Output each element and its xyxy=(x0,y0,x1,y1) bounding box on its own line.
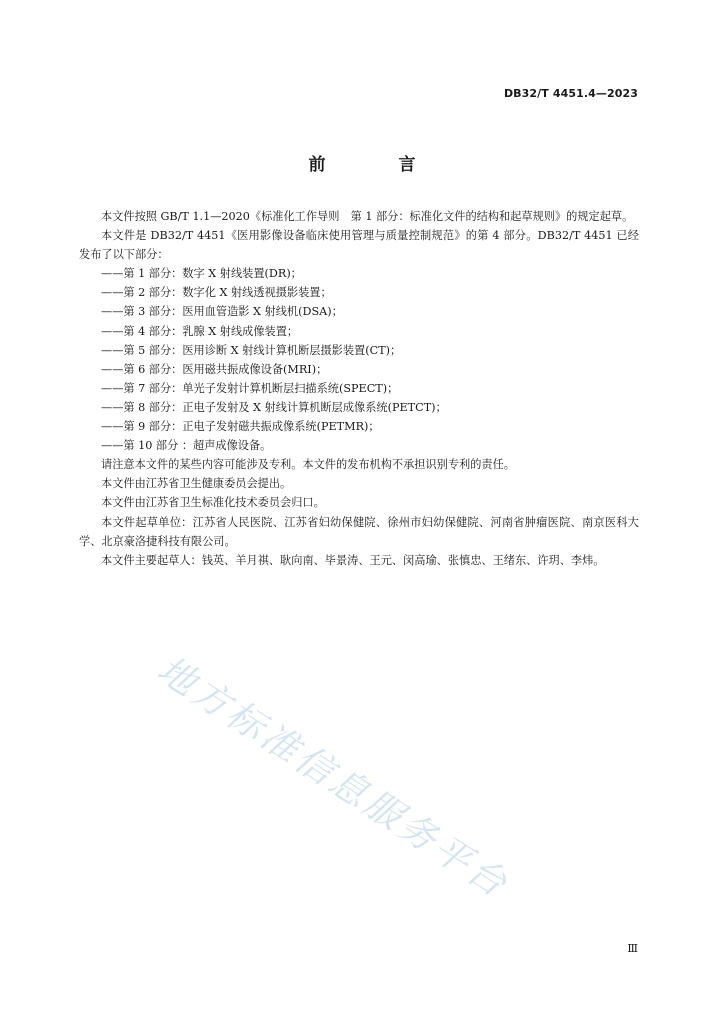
page-title: 前 言 xyxy=(308,155,444,175)
list-item: ——第 5 部分：医用诊断 X 射线计算机断层摄影装置(CT)； xyxy=(101,343,402,357)
foreword-body xyxy=(79,207,639,570)
managed-by-statement: 本文件由江苏省卫生标准化技术委员会归口。 xyxy=(101,496,325,510)
list-item: ——第 4 部分：乳腺 X 射线成像装置； xyxy=(101,324,299,338)
page-number: Ⅲ xyxy=(627,942,638,955)
drafting-rules-paragraph: 本文件按照 GB/T 1.1—2020《标准化工作导则 第 1 部分：标准化文件的结构和起草规则》的规定起草。 xyxy=(101,210,634,223)
drafting-units-statement: 本文件起草单位：江苏省人民医院、江苏省妇幼保健院、徐州市妇幼保健院、河南省肿瘤医院、南京医科大学、北京豪洛捷科技有限公司。 xyxy=(79,515,639,548)
list-item: ——第 2 部分：数字化 X 射线透视摄影装置； xyxy=(101,286,332,300)
parts-list xyxy=(79,264,639,455)
drafters-statement: 本文件主要起草人：钱英、羊月祺、耿向南、毕景涛、王元、闵高瑜、张慎忠、王绪东、许玥、李炜。 xyxy=(101,553,605,567)
standard-code: DB32/T 4451.4—2023 xyxy=(503,87,638,100)
list-item: ——第 8 部分：正电子发射及 X 射线计算机断层成像系统(PETCT)； xyxy=(101,400,447,414)
list-item: ——第 6 部分：医用磁共振成像设备(MRI)； xyxy=(101,362,328,376)
list-item: ——第 1 部分：数字 X 射线装置(DR)； xyxy=(101,267,302,281)
list-item: ——第 3 部分：医用血管造影 X 射线机(DSA)； xyxy=(101,305,343,319)
list-item: ——第 7 部分：单光子发射计算机断层扫描系统(SPECT)； xyxy=(101,381,399,395)
series-intro-paragraph: 本文件是 DB32/T 4451《医用影像设备临床使用管理与质量控制规范》的第 4 部分。DB32/T 4451 已经发布了以下部分： xyxy=(79,229,639,262)
proposed-by-statement: 本文件由江苏省卫生健康委员会提出。 xyxy=(101,477,292,491)
watermark: 地方标准信息服务平台 xyxy=(149,647,517,907)
list-item: ——第 9 部分：正电子发射磁共振成像系统(PETMR)； xyxy=(101,420,380,434)
list-item: ——第 10 部分 ：超声成像设备。 xyxy=(101,439,272,453)
patent-notice: 请注意本文件的某些内容可能涉及专利。本文件的发布机构不承担识别专利的责任。 xyxy=(101,458,515,472)
